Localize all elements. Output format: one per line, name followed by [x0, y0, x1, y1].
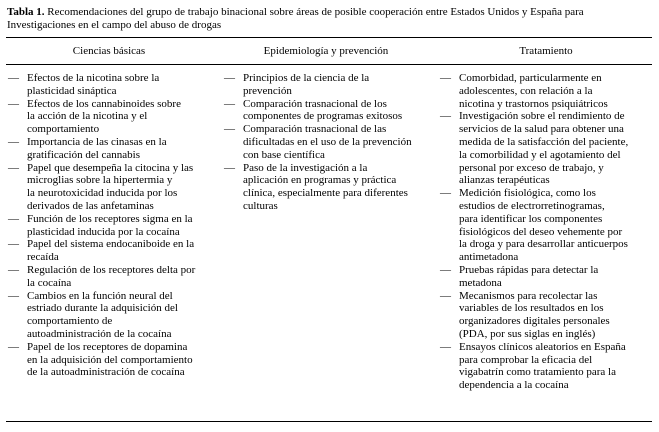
column-ciencias-basicas	[8, 72, 220, 379]
list-item	[8, 98, 220, 136]
list-item-line: nicotina y trastornos psiquiátricos	[459, 97, 608, 110]
bullet-dash: —	[8, 161, 19, 174]
table-caption-text: Recomendaciones del grupo de trabajo binacional sobre áreas de posible cooperación entre Estados Unidos y España para Investigaciones en el campo del abuso de drogas	[7, 6, 584, 31]
table-caption-label: Tabla 1.	[7, 6, 45, 18]
column-header-tratamiento: Tratamiento	[519, 45, 573, 57]
bullet-dash: —	[440, 289, 451, 302]
list-item-line: la droga y para desarrollar anticuerpos	[459, 238, 628, 251]
list-item-line: personal por exceso de trabajo, y	[459, 161, 604, 174]
list-item-line: alianzas terapéuticas	[459, 174, 550, 187]
table-header-rule	[6, 64, 652, 65]
bullet-dash: —	[440, 263, 451, 276]
list-item	[440, 341, 656, 392]
bullet-dash: —	[8, 212, 19, 225]
list-item-line: servicios de la salud para obtener una	[459, 123, 624, 136]
column-epidemiologia-prevencion	[224, 72, 438, 213]
column-tratamiento	[440, 72, 656, 392]
list-item	[8, 213, 220, 239]
list-item	[224, 98, 438, 124]
list-item-line: de la autoadministración de cocaína	[27, 366, 185, 379]
list-item	[8, 162, 220, 213]
list-item-line: comportamiento	[27, 123, 100, 136]
list-item-line: aplicación en programas y práctica	[243, 174, 397, 187]
table-top-rule	[6, 37, 652, 38]
list-item-line: recaída	[27, 251, 59, 264]
list-item	[224, 162, 438, 213]
list-item-line: con base científica	[243, 148, 325, 161]
list-item-line: clínica, especialmente para diferentes	[243, 187, 408, 200]
column-header-epidemiologia-prevencion: Epidemiología y prevención	[263, 45, 389, 57]
list-item-line: plasticidad sináptica	[27, 84, 117, 97]
list-item-line: Importancia de las cinasas en la	[27, 135, 167, 148]
list-item-line: organizadores digitales personales	[459, 315, 610, 328]
list-item	[8, 238, 220, 264]
column-header-ciencias-basicas: Ciencias básicas	[72, 45, 146, 57]
list-item-line: Efectos de la nicotina sobre la	[27, 72, 160, 84]
list-item-line: plasticidad inducida por la cocaína	[27, 225, 180, 238]
list-item-line: microglias sobre la hipertermia y	[27, 174, 173, 187]
bullet-dash: —	[440, 72, 451, 84]
list-item-line: medida de la satisfacción del paciente,	[459, 135, 629, 148]
list-item-line: Cambios en la función neural del	[27, 289, 173, 302]
bullet-dash: —	[8, 97, 19, 110]
bullet-dash: —	[224, 97, 235, 110]
table-bottom-rule	[6, 421, 652, 422]
bullet-dash: —	[8, 289, 19, 302]
list-item-line: dependencia a la cocaína	[459, 379, 569, 392]
list-item-line: la neurotoxicidad inducida por los	[27, 187, 178, 200]
list-item-line: Regulación de los receptores delta por	[27, 263, 196, 276]
bullet-dash: —	[8, 263, 19, 276]
list-item	[440, 187, 656, 264]
item-list	[8, 72, 220, 379]
list-item-line: Papel que desempeña la citocina y las	[27, 161, 194, 174]
list-item	[440, 290, 656, 341]
list-item-line: Medición fisiológica, como los	[459, 187, 596, 200]
list-item-line: Papel de los receptores de dopamina	[27, 340, 188, 353]
bullet-dash: —	[8, 72, 19, 84]
list-item	[440, 264, 656, 290]
list-item	[440, 72, 656, 110]
bullet-dash: —	[8, 135, 19, 148]
list-item-line: Paso de la investigación a la	[243, 161, 368, 174]
list-item-line: la cocaína	[27, 276, 72, 289]
list-item-line: gratificación del cannabis	[27, 148, 141, 161]
list-item-line: Papel del sistema endocaniboide en la	[27, 238, 195, 251]
list-item	[8, 136, 220, 162]
bullet-dash: —	[440, 110, 451, 123]
list-item-line: estriado durante la adquisición del	[27, 302, 178, 315]
list-item-line: derivados de las anfetaminas	[27, 199, 154, 212]
list-item-line: (PDA, por sus siglas en inglés)	[459, 327, 596, 340]
list-item	[8, 72, 220, 98]
list-item-line: para comprobar la eficacia del	[459, 353, 593, 366]
list-item	[8, 341, 220, 379]
bullet-dash: —	[224, 123, 235, 136]
list-item-line: antimetadona	[459, 251, 519, 264]
list-item	[8, 264, 220, 290]
list-item	[8, 290, 220, 341]
list-item-line: vigabatrín como tratamiento para la	[459, 366, 616, 379]
list-item	[224, 72, 438, 98]
list-item-line: comportamiento de	[27, 315, 113, 328]
list-item-line: Pruebas rápidas para detectar la	[459, 263, 599, 276]
list-item-line: la acción de la nicotina y el	[27, 110, 148, 123]
list-item-line: adolescentes, con relación a la	[459, 84, 593, 97]
list-item-line: autoadministración de la cocaína	[27, 327, 172, 340]
list-item-line: dificultadas en el uso de la prevención	[243, 135, 412, 148]
bullet-dash: —	[8, 340, 19, 353]
item-list	[440, 72, 656, 392]
list-item-line: metadona	[459, 276, 502, 289]
list-item-line: Principios de la ciencia de la	[243, 72, 370, 84]
list-item-line: para identificar los componentes	[459, 212, 603, 225]
list-item-line: estudios de electrorretinogramas,	[459, 199, 605, 212]
item-list	[224, 72, 438, 213]
bullet-dash: —	[224, 72, 235, 84]
list-item-line: Investigación sobre el rendimiento de	[459, 110, 625, 123]
list-item-line: Mecanismos para recolectar las	[459, 289, 598, 302]
list-item-line: Comparación trasnacional de los	[243, 97, 387, 110]
list-item-line: componentes de programas exitosos	[243, 110, 403, 123]
list-item-line: Ensayos clínicos aleatorios en España	[459, 340, 626, 353]
list-item-line: variables de los resultados en los	[459, 302, 604, 315]
list-item-line: Efectos de los cannabinoides sobre	[27, 97, 181, 110]
list-item	[440, 110, 656, 187]
list-item-line: fisiológicos del deseo vehemente por	[459, 225, 623, 238]
bullet-dash: —	[440, 340, 451, 353]
list-item-line: Comorbidad, particularmente en	[459, 72, 602, 84]
list-item	[224, 123, 438, 161]
bullet-dash: —	[440, 187, 451, 200]
bullet-dash: —	[8, 238, 19, 251]
list-item-line: culturas	[243, 199, 278, 212]
table-caption	[7, 6, 653, 32]
list-item-line: Función de los receptores sigma en la	[27, 212, 193, 225]
list-item-line: la comorbilidad y el agotamiento del	[459, 148, 621, 161]
list-item-line: en la adquisición del comportamiento	[27, 353, 193, 366]
list-item-line: prevención	[243, 84, 292, 97]
bullet-dash: —	[224, 161, 235, 174]
list-item-line: Comparación trasnacional de las	[243, 123, 387, 136]
